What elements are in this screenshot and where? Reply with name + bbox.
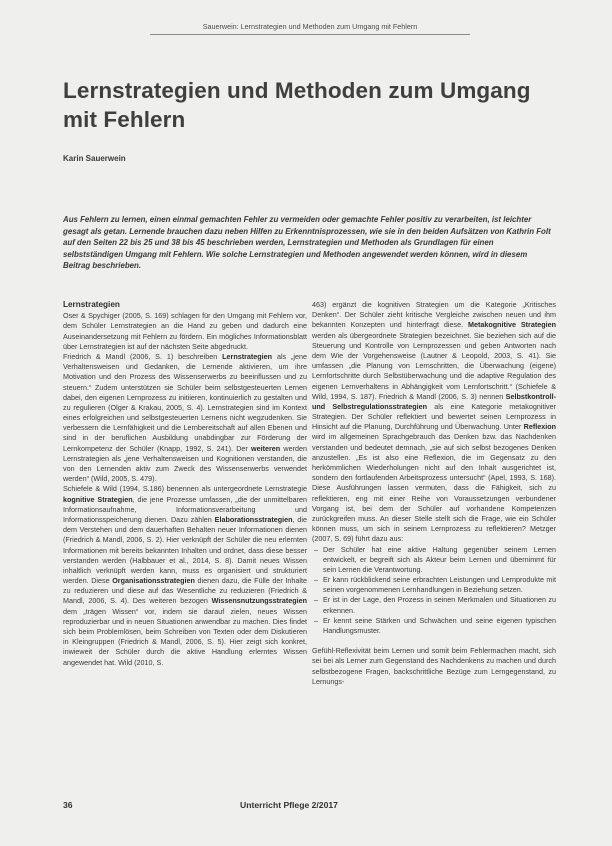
- abstract: Aus Fehlern zu lernen, einen einmal gemachten Fehler zu vermeiden oder gemachte Fehler positiv zu verarbeiten, ist leichter gesagt als getan. Lernende brauchen dazu neben Hilfen zu Erkenntnisprozessen, wie sie in den beiden Aufsätzen von Kathrin Folt auf den Seiten 22 bis 25 und 38 bis 45 beschrieben werden, Lernstrategien und Methoden als Grundlagen für einen selbstständigen Umgang mit Fehlern. Wie solche Lernstrategien und Methoden angewendet werden können, wird in diesem Beitrag beschrieben.: [63, 215, 551, 271]
- paragraph: [312, 300, 556, 545]
- list-item: – Er kann rückblickend seine erbrachten Leistungen und Lernprodukte mit seinen vorgenommenen Lernhandlungen in Beziehung setzen.: [323, 575, 556, 595]
- bold-term: Wissensnutzungsstrategien: [211, 596, 307, 606]
- list-item: – Der Schüler hat eine aktive Haltung gegenüber seinem Lernen entwickelt, er begreift sich als Akteur beim Lernen und übernimmt für sein Lernen die Verantwortung.: [323, 545, 556, 576]
- paragraph-text: 463) ergänzt die kognitiven Strategien um die Kategorie „Kritisches Denken“. Der Schüler zieht kritische Vergleiche zwischen neuen und ihm bekannten Konzepten und hinterfragt diese.: [312, 300, 556, 330]
- paragraph-text: werden Lernstrategien als „jene Verhaltensweisen und Kognitionen verstanden, die von den Lernenden aktiv zum Zweck des Wissenserwerbs verwendet werden“ (Wild, 2005, S. 479).: [63, 443, 307, 484]
- paragraph-text: Schiefele & Wild (1994, S.186) benennen als untergeordnete Lernstrategie: [63, 484, 307, 494]
- article-title: Lernstrategien und Methoden zum Umgang mit Fehlern: [63, 78, 531, 132]
- left-column: [63, 300, 307, 668]
- bold-term: Metakognitive Strategien: [468, 320, 556, 330]
- bold-term: Organisationsstrategien: [112, 576, 195, 586]
- author-name: Karin Sauerwein: [63, 154, 126, 163]
- paragraph-text: werden als übergeordnete Strategien bezeichnet. Sie beziehen sich auf die Steuerung und Kontrolle von Lernprozessen und geben Antworten nach dem Wie der Vorgehensweise (Lautner & Leopold, 2003, S. 41). Sie umfassen „die Planung von Lernschritten, die Überwachung (eigene) Lernfortschritte durch Selbstüberwachung und die adaptive Regulation des eigenen Lernverhaltens in Abhängigkeit vom Lernfortschritt.“ (Schiefele & Wild, 1994, S. 187). Friedrich & Mandl (2006, S. 3) nennen: [312, 330, 556, 401]
- paragraph: [63, 311, 307, 352]
- paragraph-text: als „jene Verhaltensweisen und Gedanken, die Lernende aktivieren, um ihre Motivation und den Prozess des Wissenserwerbs zu beeinflussen und zu steuern.“ Zudem unterstützen sie Schüler beim selbstgesteuerten Lernen dabei, den eigenen Lernprozess zu initiieren, kontinuierlich zu gestalten und zu regulieren (Olger & Krakau, 2005, S. 4). Lernstrategien sind im Kontext eines erfolgreichen und selbstgesteuerten Lernens nicht wegzudenken. Sie verbessern die Lernfähigkeit und die Lernbereitschaft auf allen Ebenen und sind in der beruflichen Ausbildung unabdingbar zur Förderung der Lernkompetenz der Schüler (Knapp, 1992, S. 241). Der: [63, 351, 307, 453]
- paragraph-text: , die jene Prozesse umfassen, „die der unmittelbaren Informationsaufnahme, Informationsverarbeitung und Informationsspeicherung dienen. Dazu zählen: [63, 494, 307, 524]
- paragraph-text: Friedrich & Mandl (2006, S. 1) beschreiben: [63, 351, 223, 361]
- bullet-list: [312, 545, 556, 637]
- bold-term: Selbstkontroll- und Selbstregulationsstrategien: [312, 391, 556, 411]
- paragraph-text: dienen dazu, die Fülle der Inhalte zu reduzieren und diese auf das Wesentliche zu reduzieren (Friedrich & Mandl, 2006, S. 4). Des weiteren bezogen: [63, 576, 307, 606]
- bold-term: weiteren: [251, 443, 281, 453]
- list-item: – Er kennt seine Stärken und Schwächen und seine eigenen typischen Handlungsmuster.: [323, 616, 556, 636]
- section-heading: Lernstrategien: [63, 300, 120, 309]
- paragraph-text: als eine Kategorie metakognitiver Strategien. Der Schüler reflektiert und bewertet seinen Lernprozess in Hinsicht auf die Planung, Durchführung und Überwachung. Unter: [312, 401, 557, 432]
- paragraph: [63, 484, 307, 667]
- right-column: [312, 300, 556, 687]
- list-item: – Er ist in der Lage, den Prozess in seinen Merkmalen und Situationen zu erkennen.: [323, 595, 556, 615]
- page-number: 36: [63, 800, 73, 810]
- spacer: [312, 636, 556, 646]
- bold-term: kognitive Strategien: [63, 494, 133, 504]
- paragraph: Gefühl-Reflexivität beim Lernen und somit beim Fehlermachen macht, sich sei bei als Lerner zum Gegenstand des Nachdenkens zu machen und durch selbstbezogene Fragen, backschrittliche Bezüge zum Lerngegenstand, zu Lernungs-: [312, 646, 556, 686]
- paragraph-text: , die dem Verstehen und dem dauerhaften Behalten neuer Informationen dienen (Friedrich & Mandl, 2006, S. 2). Hier verknüpft der Schüler die neu erlernten Informationen mit bereits bekannten Inhalten und ordnet, dass diese besser verstanden werden (Halbbauer et al., 2014, S. 8). Damit neues Wissen inhaltlich verknüpft werden kann, muss es organisiert und strukturiert werden. Diese: [63, 514, 307, 586]
- paragraph-text: Oser & Spychiger (2005, S. 169) schlagen für den Umgang mit Fehlern vor, dem Schüler Lernstrategien an die Hand zu geben und dadurch eine Auseinandersetzung mit Fehlern zu fördern. Ein mögliches Informationsblatt über Lernstrategien ist auf der nächsten Seite abgedruckt.: [63, 311, 307, 351]
- bold-term: Lernstrategien: [222, 351, 273, 361]
- paragraph-text: wird im allgemeinen Sprachgebrauch das Denken bzw. das Nachdenken verstanden und bedeutet demnach, „sie auf sich selbst bezogenes Denken anzustellen. „Es ist also eine Reflexion, die im Gegensatz zu den herkömmlichen Wiederholungen nicht auf den Inhalt ausgerichtet ist, sondern den fortlaufenden Arbeitsprozess untersucht“ (Apel, 1993, S. 168). Diese Ausführungen lassen vermuten, dass die Fähigkeit, sich zu reflektieren, eng mit einer Reihe von Voraussetzungen verbundener Vorgang ist, bei dem der Schüler auf vorhandene Kompetenzen zurückgreifen muss. An dieser Stelle stellt sich die Frage, wie ein Schüler können muss, um sich in seinem Lernprozess zu reflektieren? Metzger (2007, S. 69) führt dazu aus:: [312, 432, 556, 544]
- paragraph: [63, 352, 307, 484]
- bold-term: Reflexion: [523, 422, 556, 432]
- bold-term: Elaborationsstrategien: [214, 514, 293, 524]
- paragraph-text: dem „trägen Wissen“ vor, indem sie darauf zielen, neues Wissen reproduzierbar und in neuen Situationen anwendbar zu machen. Dies findet sich beim Problemlösen, beim Schreiben von Texten oder dem Diskutieren in Kleingruppen (Friedrich & Mandl, 2006, S. 5). Hier zeigt sich konkret, inwieweit der Schüler durch die aktive Handlung erlerntes Wissen angewendet hat. Wild (2010, S.: [63, 606, 307, 667]
- journal-name: Unterricht Pflege 2/2017: [240, 800, 338, 810]
- running-header: Sauerwein: Lernstrategien und Methoden zum Umgang mit Fehlern: [150, 22, 470, 35]
